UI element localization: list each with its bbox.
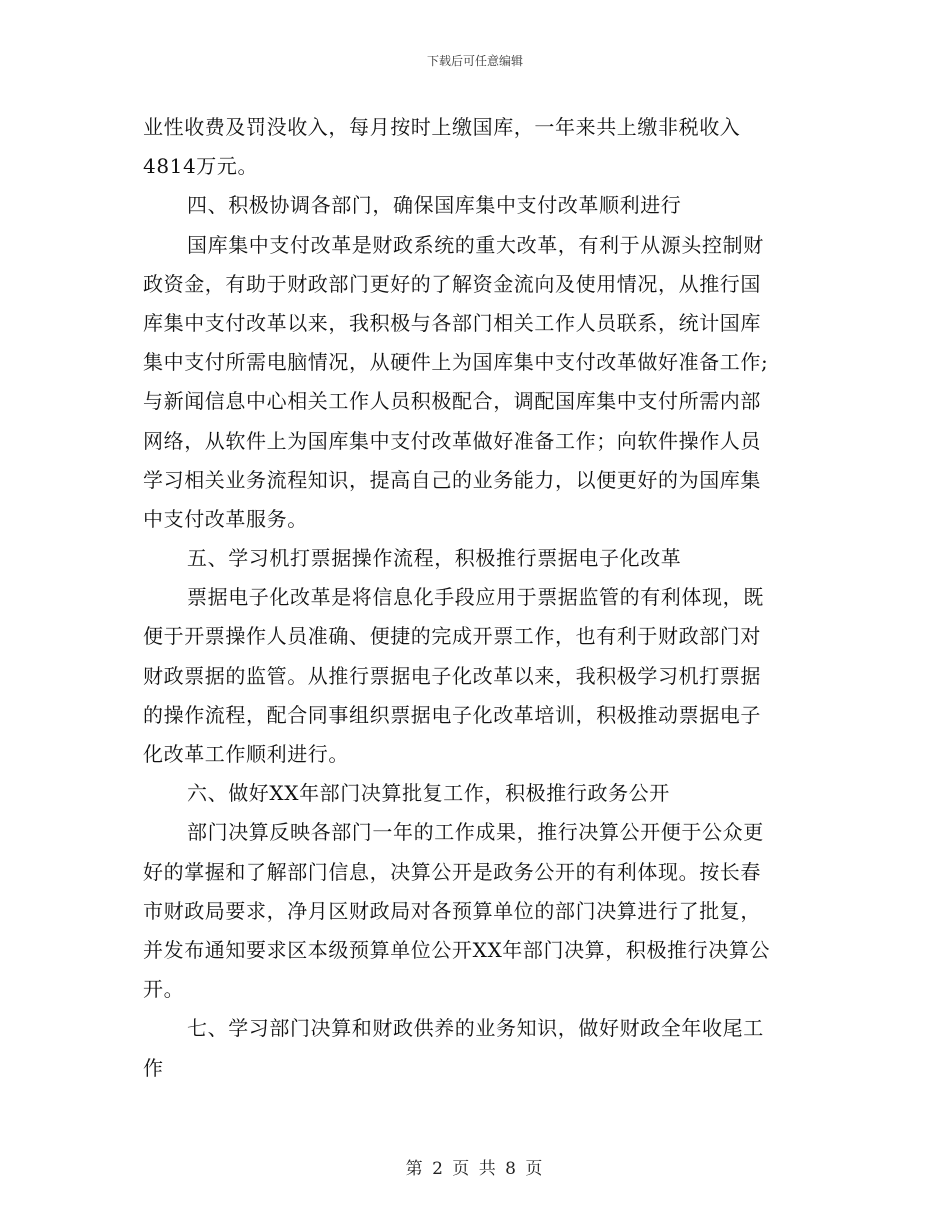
page-header: 下载后可任意编辑 bbox=[426, 54, 523, 68]
text-line: 中支付改革服务。 bbox=[143, 506, 308, 531]
section-heading: 五、学习机打票据操作流程，积极推行票据电子化改革 bbox=[187, 546, 682, 571]
section-heading: 四、积极协调各部门，确保国库集中支付改革顺利进行 bbox=[187, 193, 682, 218]
document-body bbox=[143, 108, 807, 1088]
page-footer: 第 2 页 共 8 页 bbox=[405, 1159, 545, 1179]
text-line: 学习相关业务流程知识，提高自己的业务能力，以便更好的为国库集 bbox=[143, 467, 761, 492]
text-line: 市财政局要求，净月区财政局对各预算单位的部门决算进行了批复， bbox=[143, 898, 761, 923]
text-line: 作 bbox=[143, 1055, 164, 1080]
text-line: 库集中支付改革以来，我积极与各部门相关工作人员联系，统计国库 bbox=[143, 310, 761, 335]
text-line: 政资金，有助于财政部门更好的了解资金流向及使用情况，从推行国 bbox=[143, 271, 761, 296]
text-line: 业性收费及罚没收入，每月按时上缴国库，一年来共上缴非税收入 bbox=[143, 115, 741, 139]
text-line: 国库集中支付改革是财政系统的重大改革，有利于从源头控制财 bbox=[187, 232, 764, 257]
section-heading: 七、学习部门决算和财政供养的业务知识，做好财政全年收尾工 bbox=[187, 1016, 764, 1041]
text-line: 4814万元。 bbox=[143, 154, 259, 179]
text-line: 集中支付所需电脑情况，从硬件上为国库集中支付改革做好准备工作; bbox=[143, 350, 769, 375]
text-line: 开。 bbox=[143, 977, 185, 1002]
text-line: 票据电子化改革是将信息化手段应用于票据监管的有利体现，既 bbox=[187, 585, 764, 610]
text-line: 网络，从软件上为国库集中支付改革做好准备工作；向软件操作人员 bbox=[143, 428, 761, 453]
text-line: 的操作流程，配合同事组织票据电子化改革培训，积极推动票据电子 bbox=[143, 702, 761, 727]
text-line: 财政票据的监管。从推行票据电子化改革以来，我积极学习机打票据 bbox=[143, 663, 761, 688]
text-line: 部门决算反映各部门一年的工作成果，推行决算公开便于公众更 bbox=[187, 820, 764, 845]
section-heading: 六、做好XX年部门决算批复工作，积极推行政务公开 bbox=[187, 781, 670, 806]
text-line: 并发布通知要求区本级预算单位公开XX年部门决算，积极推行决算公 bbox=[143, 937, 771, 962]
text-line: 与新闻信息中心相关工作人员积极配合，调配国库集中支付所需内部 bbox=[143, 389, 761, 414]
text-line: 便于开票操作人员准确、便捷的完成开票工作，也有利于财政部门对 bbox=[143, 624, 761, 649]
text-line: 化改革工作顺利进行。 bbox=[143, 742, 349, 766]
text-line: 好的掌握和了解部门信息，决算公开是政务公开的有利体现。按长春 bbox=[143, 859, 761, 884]
